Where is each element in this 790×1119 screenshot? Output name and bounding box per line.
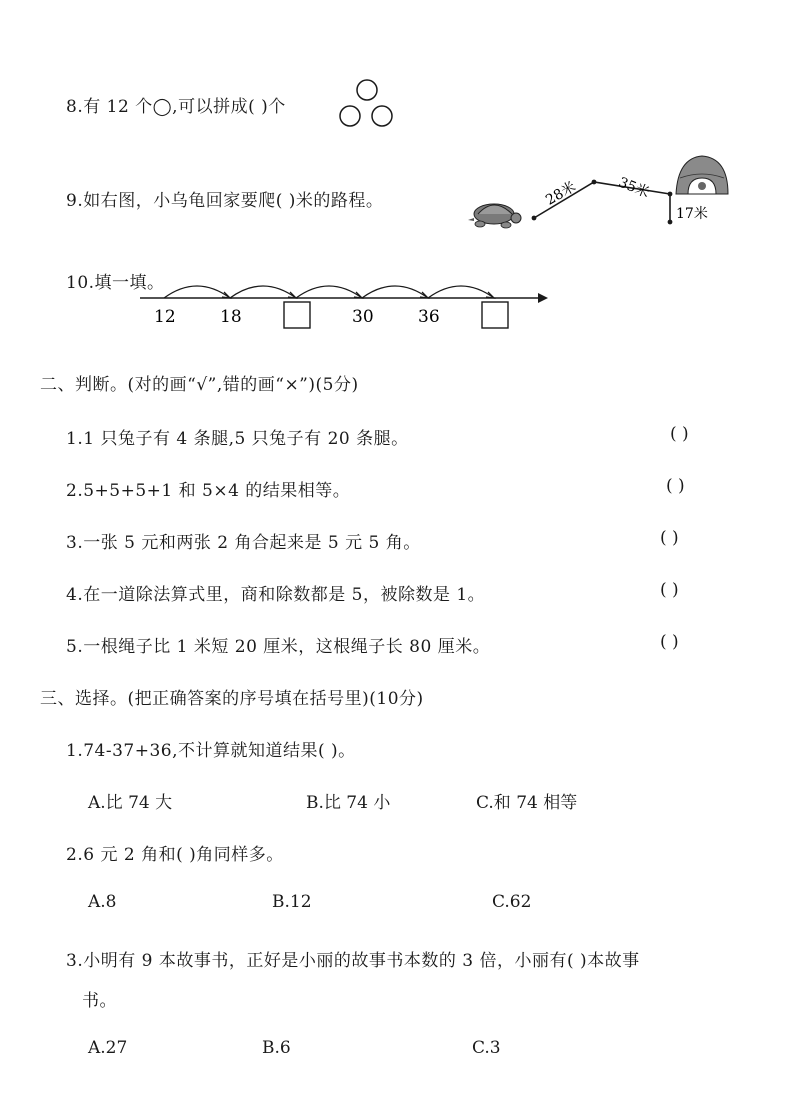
option-c[interactable]: C.和 74 相等 [476,793,578,813]
tick-label: 30 [352,307,374,327]
judge-item-4: 4.在一道除法算式里，商和除数都是 5，被除数是 1。 [66,585,486,605]
section-3-title: 三、选择。(把正确答案的序号填在括号里)(10分) [40,689,424,709]
segment-label-2: 35米 [616,174,652,202]
number-line-figure [134,270,554,334]
option-a[interactable]: A.比 74 大 [88,793,173,813]
section-2-title: 二、判断。(对的画“√”,错的画“×”)(5分) [40,375,359,395]
turtle-path-figure [466,148,732,244]
option-a[interactable]: A.27 [88,1038,128,1058]
judge-item-3: 3.一张 5 元和两张 2 角合起来是 5 元 5 角。 [66,533,421,553]
answer-paren[interactable]: ( ) [670,424,689,444]
answer-box[interactable] [284,302,310,328]
choice-question-1: 1.74-37+36,不计算就知道结果( )。 [66,741,356,761]
circles-figure [336,78,398,134]
circle-icon [357,80,377,100]
option-c[interactable]: C.3 [472,1038,501,1058]
answer-paren[interactable]: ( ) [660,580,679,600]
judge-item-1: 1.1 只兔子有 4 条腿,5 只兔子有 20 条腿。 [66,429,409,449]
choice-question-3-continued: 书。 [82,991,117,1011]
tick-label: 36 [418,307,440,327]
question-8: 8.有 12 个◯,可以拼成( )个 [66,97,286,117]
tick-label: 12 [154,307,176,327]
tick-label: 18 [220,307,242,327]
turtle-house-icon [676,156,728,194]
option-b[interactable]: B.比 74 小 [306,793,391,813]
option-b[interactable]: B.6 [262,1038,291,1058]
choice-question-2: 2.6 元 2 角和( )角同样多。 [66,845,284,865]
segment-label-3: 17米 [676,206,708,222]
choice-question-3: 3.小明有 9 本故事书，正好是小丽的故事书本数的 3 倍，小丽有( )本故事 [66,951,640,971]
option-b[interactable]: B.12 [272,892,312,912]
circle-icon [372,106,392,126]
answer-paren[interactable]: ( ) [660,528,679,548]
option-c[interactable]: C.62 [492,892,532,912]
judge-item-2: 2.5+5+5+1 和 5×4 的结果相等。 [66,481,351,501]
option-a[interactable]: A.8 [88,892,117,912]
segment-label-1: 28米 [543,178,579,209]
answer-box[interactable] [482,302,508,328]
circle-icon [340,106,360,126]
answer-paren[interactable]: ( ) [666,476,685,496]
turtle-icon [468,204,521,228]
judge-item-5: 5.一根绳子比 1 米短 20 厘米，这根绳子长 80 厘米。 [66,637,491,657]
question-9: 9.如右图，小乌龟回家要爬( )米的路程。 [66,191,384,211]
question-10: 10.填一填。 [66,273,165,293]
answer-paren[interactable]: ( ) [660,632,679,652]
